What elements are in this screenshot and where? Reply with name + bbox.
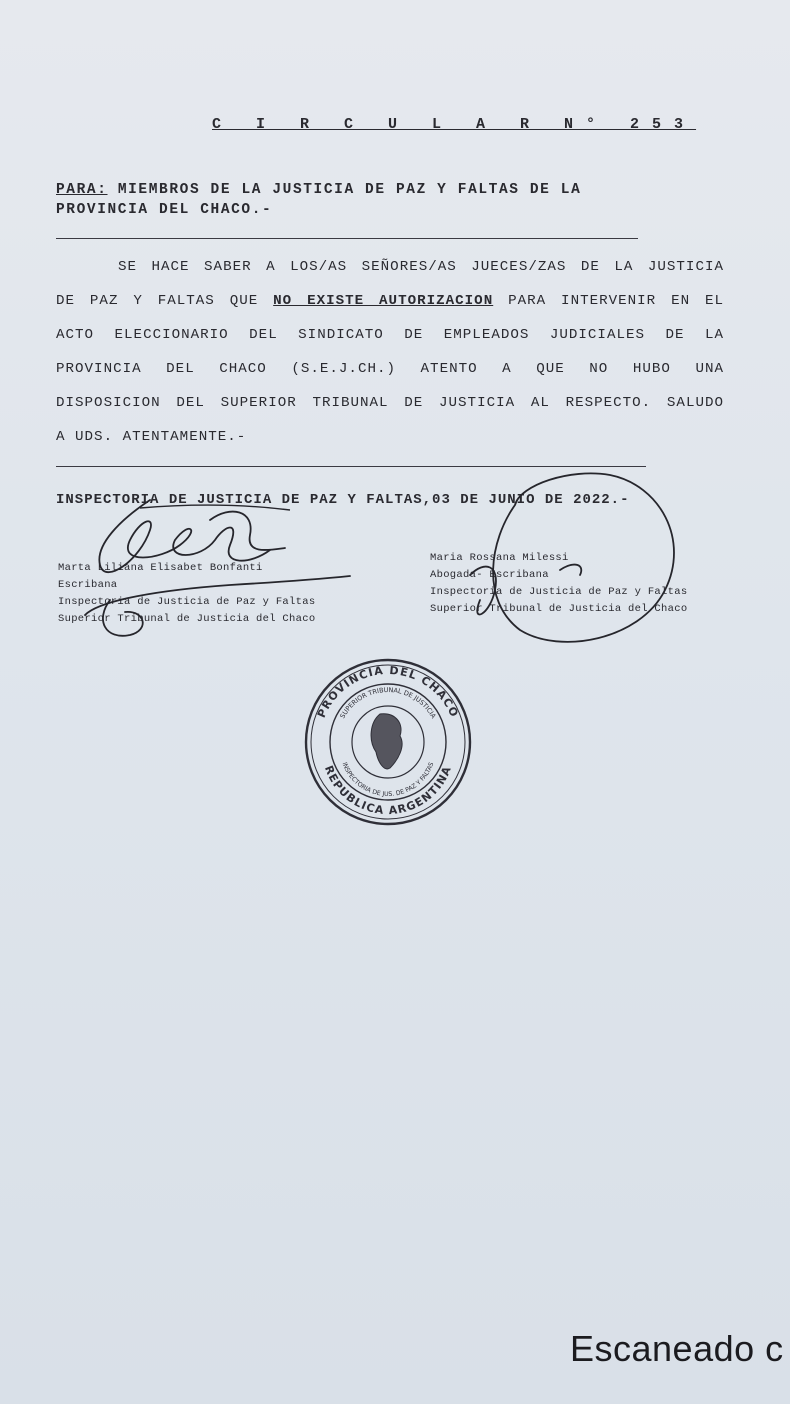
signature-2-scribble: [470, 473, 674, 641]
signatory-1-court: Superior Tribunal de Justicia del Chaco: [58, 613, 316, 625]
body-line-5: DISPOSICION DEL SUPERIOR TRIBUNAL DE JUSTICIA AL RESPECTO. SALUDO: [56, 395, 724, 411]
signatory-2-role: Abogada- Escribana: [430, 569, 549, 581]
body-line-1: SE HACE SABER A LOS/AS SEÑORES/AS JUECES/ZAS DE LA JUSTICIA: [118, 259, 724, 275]
circular-title: C I R C U L A R N° 253: [212, 116, 697, 133]
map-emblem: [371, 714, 402, 769]
dateline-strike: [140, 505, 290, 510]
seal-outer-top-text: PROVINCIA DEL CHACO: [314, 663, 462, 720]
body-line-6: A UDS. ATENTAMENTE.-: [56, 429, 247, 445]
signatory-2-office: Inspectoria de Justicia de Paz y Faltas: [430, 586, 688, 598]
scan-watermark: Escaneado c: [570, 1328, 784, 1369]
body-line-2c: PARA INTERVENIR EN EL: [508, 293, 725, 309]
signatory-1-office: Inspectoria de Justicia de Paz y Faltas: [58, 596, 316, 608]
body-line-2a: DE PAZ Y FALTAS QUE: [56, 293, 259, 309]
seal-outer-bottom-text: REPUBLICA ARGENTINA: [321, 763, 455, 818]
signatory-2-name: Maria Rossana Milessi: [430, 552, 569, 564]
date-line: INSPECTORIA DE JUSTICIA DE PAZ Y FALTAS,03 DE JUNIO DE 2022.-: [56, 492, 630, 508]
no-authorization-emphasis: NO EXISTE AUTORIZACION: [273, 293, 494, 309]
seal-inner-bottom-text: INSPECTORIA DE JUS. DE PAZ Y FALTAS: [340, 761, 436, 799]
signatory-2-court: Superior Tribunal de Justicia del Chaco: [430, 603, 688, 615]
body-line-4: PROVINCIA DEL CHACO (S.E.J.CH.) ATENTO A QUE NO HUBO UNA: [56, 361, 724, 377]
recipient-text-2: PROVINCIA DEL CHACO.-: [56, 202, 273, 218]
recipient-label: PARA:: [56, 182, 108, 198]
signature-1-scribble: [85, 500, 350, 636]
body-line-3: ACTO ELECCIONARIO DEL SINDICATO DE EMPLEADOS JUDICIALES DE LA: [56, 327, 724, 343]
recipient-text: MIEMBROS DE LA JUSTICIA DE PAZ Y FALTAS DE LA: [117, 182, 582, 198]
signatory-1-role: Escribana: [58, 579, 118, 591]
official-seal: [306, 660, 470, 824]
seal-inner-top-text: SUPERIOR TRIBUNAL DE JUSTICIA: [338, 685, 438, 720]
signatory-1-name: Marta Liliana Elisabet Bonfanti: [58, 562, 263, 574]
